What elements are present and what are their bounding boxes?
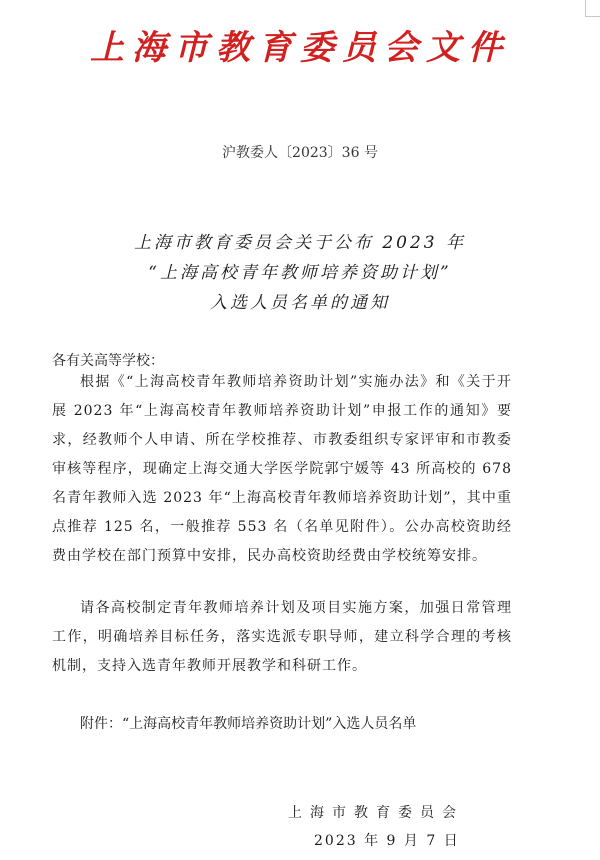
attachment-line: 附件：“上海高校青年教师培养资助计划”入选人员名单 xyxy=(80,716,417,732)
salutation: 各有关高等学校： xyxy=(52,353,164,369)
notice-title xyxy=(0,228,600,318)
notice-title-line-2: “上海高校青年教师培养资助计划” xyxy=(148,263,452,283)
body-paragraph-1: 根据《“上海高校青年教师培养资助计划”实施办法》和《关于开展 2023 年“上海高校青年教师培养资助计划”申报工作的通知》要求，经教师个人申请、所在学校推荐、市教委组织专家评审和市教委审核等程序，现确定上海交通大学医学院郭宁媛等 43 所高校的 678 名青年教师入选 2023 年“上海高校青年教师培养资助计划”，其中重点推荐 125 名，一般推荐 553 名（名单见附件）。公办高校资助经费由学校在部门预算中安排，民办高校资助经费由学校统筹安排。 xyxy=(52,374,512,564)
document-number: 沪教委人〔2023〕36 号 xyxy=(222,145,378,161)
notice-title-line-1: 上海市教育委员会关于公布 2023 年 xyxy=(133,233,467,253)
signature-date: 2023 年 9 月 7 日 xyxy=(314,833,460,849)
page-corner-marker xyxy=(585,0,600,17)
body-paragraph-2: 请各高校制定青年教师培养计划及项目实施方案，加强日常管理工作，明确培养目标任务，落实选派专职导师，建立科学合理的考核机制，支持入选青年教师开展教学和科研工作。 xyxy=(52,600,512,674)
signature-organization: 上海市教育委员会 xyxy=(288,805,464,821)
notice-title-line-3: 入选人员名单的通知 xyxy=(210,293,390,313)
document-header-title: 上海市教育委员会文件 xyxy=(90,28,510,68)
